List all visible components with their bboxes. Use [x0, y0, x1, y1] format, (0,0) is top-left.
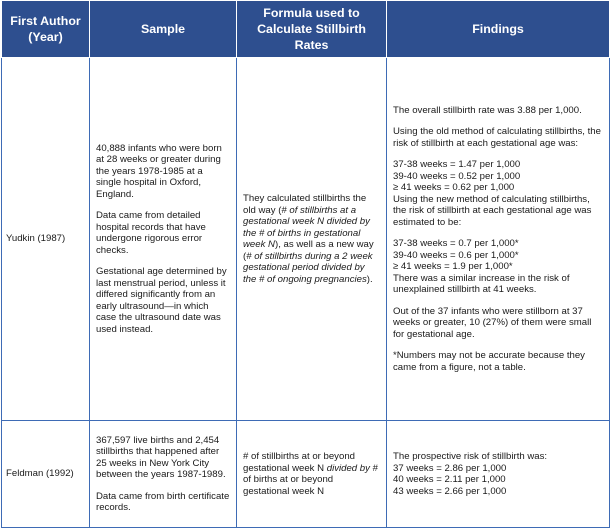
sample-paragraph: 367,597 live births and 2,454 stillbirths that happened after 25 weeks in New York City between the years 1987-1989.: [96, 434, 226, 480]
findings-paragraph: Using the old method of calculating stillbirths, the risk of stillbirth at each gestational age was:: [393, 126, 601, 149]
list-item: 37-38 weeks = 1.47 per 1,000: [393, 159, 521, 171]
list-item: 39-40 weeks = 0.6 per 1,000*: [393, 249, 519, 261]
header-formula: Formula used to Calculate Stillbirth Rates: [237, 1, 387, 58]
formula-text: # of stillbirths at or beyond gestational week N divided by # of births at or beyond gestational week N: [243, 451, 378, 497]
findings-cell: [387, 58, 610, 421]
author-cell: Yudkin (1987): [2, 58, 90, 421]
sample-paragraph: Data came from detailed hospital records that have undergone rigorous error checks.: [96, 210, 206, 256]
findings-list: [393, 238, 603, 273]
author-cell: Feldman (1992): [2, 421, 90, 528]
findings-paragraph: There was a similar increase in the risk of unexplained stillbirth at 41 weeks.: [393, 272, 570, 296]
sample-paragraph: Gestational age determined by last menstrual period, unless it differed significantly from an early ultrasound—in which case the ultrasound date was used instead.: [96, 266, 227, 335]
list-item: 37 weeks = 2.86 per 1,000: [393, 462, 507, 474]
sample-paragraph: Data came from birth certificate records.: [96, 490, 230, 513]
findings-paragraph: The overall stillbirth rate was 3.88 per 1,000.: [393, 104, 582, 116]
findings-list: [393, 159, 603, 194]
footnote: *Numbers may not be accurate because they came from a figure, not a table.: [393, 350, 585, 373]
header-sample: Sample: [90, 1, 237, 58]
sample-paragraph: 40,888 infants who were born at 28 weeks or greater during the years 1978-1985 at a single hospital in Oxford, England.: [96, 142, 222, 200]
header-findings: Findings: [387, 1, 610, 58]
formula-cell: [237, 58, 387, 421]
findings-paragraph: The prospective risk of stillbirth was:: [393, 451, 548, 462]
sample-cell: [90, 58, 237, 421]
formula-text: They calculated stillbirths the old way (# of stillbirths at a gestational week N divided by the # of births in gestational week N), as well as a new way (# of stillbirths during a 2 week gestational period divided by the # of ongoing pregnancies).: [243, 193, 374, 285]
formula-cell: [237, 421, 387, 528]
list-item: 39-40 weeks = 0.52 per 1,000: [393, 170, 521, 182]
findings-paragraph: Out of the 37 infants who were stillborn at 37 weeks or greater, 10 (27%) of them were small for gestational age.: [393, 305, 592, 340]
list-item: 37-38 weeks = 0.7 per 1,000*: [393, 238, 519, 250]
findings-list: [393, 463, 603, 498]
list-item: 40 weeks = 2.11 per 1,000: [393, 474, 506, 485]
stillbirth-studies-table: [1, 0, 610, 528]
findings-paragraph: Using the new method of calculating stillbirths, the risk of stillbirth at each gestational age was estimated to be:: [393, 193, 592, 228]
header-row: [2, 1, 610, 58]
table-row: [2, 58, 610, 421]
list-item: ≥ 41 weeks = 0.62 per 1,000: [393, 182, 515, 194]
table-row: [2, 421, 610, 528]
sample-cell: [90, 421, 237, 528]
list-item: 43 weeks = 2.66 per 1,000: [393, 485, 507, 497]
findings-cell: [387, 421, 610, 528]
header-first-author: First Author (Year): [2, 1, 90, 58]
list-item: ≥ 41 weeks = 1.9 per 1,000*: [393, 261, 513, 273]
